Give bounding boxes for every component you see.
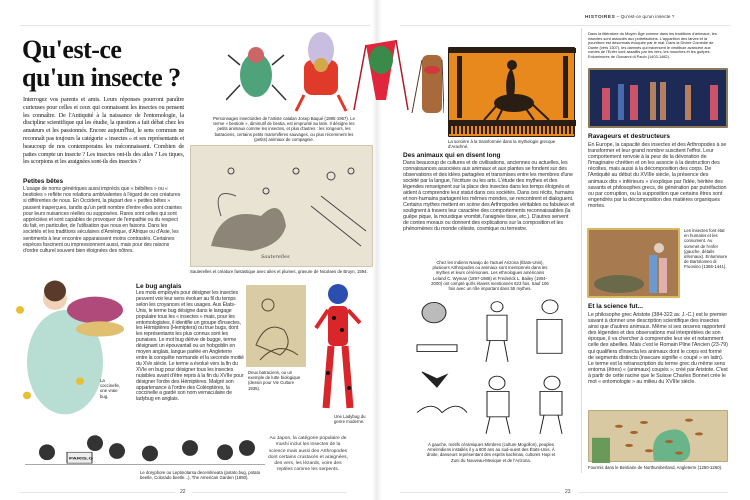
ravageurs-body: En Europe, la capacité des insectes et des Arthropodes à se transformer et leur grand nombre suscitent l'effroi. Leur comportement renvoie à la peur de la dévoration de l'imaginaire chrétien et on les associe à la destruction des récoltes, mais aussi à la décomposition des corps. De l'Antiquité au début du XVIIIe siècle, la présence des animaux dits « inférieurs » s'explique par l'idée, héritée des savants et philosophes grecs, de génération par putréfaction ou par corruption, ou la supposition que certains êtres sont engendrés par la décomposition des matières organiques mortes. [588, 142, 727, 209]
characters-caption: Personnages insectoïdes de l'artiste catalan Josep Baqué (1895-1967). Le terme « bestiole », diminutif de bestia, est emprunté au latin. Il désigne les petits animaux comme les insectes, et plus d'autres : les rongeurs, les batraciens, certains petits mammifères sauvages, ou plus récemment les (petits) animaux de compagnie. [213, 116, 355, 142]
header-title: Qu'est-ce qu'un insecte ? [620, 15, 675, 20]
kachina-caption: À gauche, motifs céramiques Mimbres (culture Mogollon), peuples Amérindiens installés il y a 800 ans au sud-ouest des États-Unis. À droite, danseurs représentant des esprits kachinas, cultures Hopi et Zuni du Nouveau-Mexique et de l'Arizona. [426, 442, 556, 463]
cartoon-sign: PARIS.G [69, 457, 94, 461]
intro-paragraph: Interrogez vos parents et amis. Leurs réponses pourront paraître curieuses pour celles et ceux qui connaissent les insectes ou pensent les connaître. De l'Antiquité à la naissance de l'entomologie, la discipline scientifique qui les étudie, la question a fait débat chez les amateurs et les passionnés. Encore aujourd'hui, le sens commun ne reconnaît pas toujours la catégorie « insectes » et ses représentants et beaucoup de nos contemporains les méconnaissent. Combien de pattes compte un insecte ? Les insectes ont-ils des ailes ? Les tiques, les scorpions et les araignées sont-ils des insectes ? [23, 96, 184, 166]
navajo-caption: Chez les Indiens Navajo de l'actuel Arizona (États-Unis), plusieurs Arthropodes ou animaux sont mentionnés dans les mythes et leurs cérémonies. Les ethnologues américains Leland C. Wyman (1897-1988) et Frederick L. Bailey (1904-2000) ont compté qu'ils étaient mentionnés 623 fois. Sauf 106 fois avec un rôle important dans 55 mythes. [431, 260, 549, 292]
petites-betes-heading: Petites bêtes [23, 178, 64, 185]
top-rule-right [400, 25, 730, 26]
ravageurs-heading: Ravageurs et destructeurs [588, 133, 671, 140]
frog-sketch-caption: Deux batraciens, ou un exemple de lutte biologique (dessin pour Vie Culture 1935). [248, 370, 301, 391]
bug-anglais-heading: Le bug anglais [136, 283, 182, 290]
dancing-beetles-cartoon [25, 428, 265, 468]
frog-sketch-image [246, 285, 306, 367]
mimbres-kachina-drawings [412, 294, 577, 438]
science-body: Le philosophe grec Aristote (384-322 av. J.-C.) est le premier savant à donner une description scientifique des insectes ainsi que d'autres animaux. Même si ses œuvres rapportent des légendes et des observations mal interprétées de son époque, il va chercher à comprendre leur vie et notamment celle des abeilles. Mais c'est le Romain Pline l'Ancien (23-79) qui qualifiera d'insecta les animaux dont le corps est formé de segments distincts (insecare signifie « coupé » en latin). Le terme est la retranscription du terme grec du même sens entoma (êtres) « (animaux) coupés », créé par Aristote. C'est à partir de cette racine que le Suisse Charles Bonnet crée le mot « entomologie » au milieu du XVIIIe siècle. [588, 312, 728, 386]
title-line-1: Qu'est-ce [22, 35, 122, 64]
fairy-caption: La coccinelle, une vraie bug. [100, 378, 121, 399]
bug-anglais-body: Les mots employés pour désigner les insectes peuvent voir leur sens évoluer au fil du temps selon les croyances et les usages. Aux États-Unis, le terme bug désigne dans le langage populaire tous les « insectes » mais, pour les entomologistes, il identifie un groupe d'insectes, les Hémiptères (Hemiptera) ou true bugs, dont les représentants les plus connus sont les punaises. Le mot bug dérive de bugge, terme désignant un épouvantail ou un hobgoblin en moyen anglais, langue parlée en Angleterre entre la conquête normande et la seconde moitié du XVe siècle. Le terme a évolué vers la fin du XVIe en bug pour désigner tous les insectes nuisibles avant d'être repris à la fin du XVIIe pour désigner l'ordre des Hémiptères. Malgré son appartenance à l'ordre des Coléoptères, la coccinelle a gardé son nom vernaculaire de ladybug en anglais. [136, 290, 244, 403]
inferno-caption: Les insectes font état en humains et les consument. Au sommet de l'enfer (gauche, détails infernaux). Enluminure de Bartolomeo di Fruosino (1366-1441). [684, 228, 728, 270]
fairy-ladybug-illustration [5, 272, 127, 422]
dante-illumination-image [588, 68, 728, 128]
ladybug-hero-caption: Une Ladybug du genre moderne. [334, 414, 366, 425]
engraving-image [190, 145, 373, 267]
beetles-caption: Le doryphore ou Leptinotarsa decemlineata (potato bug, potato beetle, Colorado beetle...), The American Garden (1880). [140, 470, 261, 481]
animaux-heading: Des animaux qui en disent long [403, 152, 501, 159]
dante-caption: Dans la littérature du Moyen Âge comme dans les traditions d'animaux, les insectes sont associés aux putréfactions. L'apparition des larves et la pourriture est désormais évoquée par le mal. Dans la Divine Comédie de Dante (vers 1307), les damnés qui traversent le vestibule avancent aux cordes de l'Enfer sont assaillis par les vers, les mouches et les guêpes. Enluminures de Giovanni di Paolo (1403-1482). [588, 31, 717, 59]
kachina-dancer-1 [486, 302, 508, 362]
page-number-right: 23 [565, 489, 571, 495]
science-heading: Et la science fut... [588, 303, 643, 310]
ants-bestiary-image [588, 410, 728, 462]
red-mask-figure [354, 40, 408, 110]
header-separator: – [616, 15, 620, 20]
bottom-rule-right-2 [578, 492, 728, 493]
vase-caption: La sorcière à la transformée dans la mythologie grecque d'Arachné. [448, 139, 556, 150]
ladybug-hero-illustration [308, 278, 366, 412]
japan-text: Au Japon, la catégorie populaire de mushi inclut les insectes de la science mais aussi des Arthropodes dont certains crustacés et araignées, des vers, les lézards, voire des reptiles comme les serpents. [268, 436, 348, 473]
column-divider [581, 28, 582, 473]
inferno-illumination-image [587, 228, 680, 298]
kachina-dancer-3 [486, 376, 510, 434]
bottom-rule-left-2 [192, 492, 347, 493]
header-section: HISTOIRES [585, 15, 616, 20]
running-header [585, 15, 674, 20]
kachina-dancer-2 [537, 300, 562, 353]
ants-caption: Fourmis dans le Bestiaire de Northumberland, Angleterre (1250-1260). [588, 465, 723, 470]
engraving-drawing [191, 146, 374, 268]
page-title [22, 36, 181, 92]
engraving-caption: Sauterelles et créature fantastique avec ailes et plumes, gravure de Nicolaes de Bruyn, 1594. [190, 269, 368, 274]
brown-totem-figure [412, 55, 444, 113]
beetle-green-figure [226, 47, 286, 100]
animaux-body: Dans beaucoup de cultures et de civilisations, anciennes ou actuelles, les connaissances associées aux animaux et aux plantes se fondent sur des observations et des idées partagées et transmises entre les membres d'une société par la langue, l'écriture ou les arts. L'étude des mythes et des légendes renseignent sur la place des insectes dans les temps éloignés et aident à comprendre leur statut dans ces sociétés. Dans ces récits, humains et non-humains partagent les mêmes mondes, se rencontrent et dialoguent. Certains mythes mettent en scène des Arthropodes véritables ou fabuleux et soulignent à travers leur caractère des comportements reconnaissables (la guêpe pique, la moustique vrombit, l'araignée tisse, etc.). D'autres servent de contes moraux ou donnent des explications sur la composition et les phénomènes du monde céleste, cosmique ou terrestre. [403, 160, 575, 232]
insectoid-characters-illustration [226, 15, 444, 113]
bottom-rule-left [20, 492, 175, 493]
greek-vase-arachne-image [448, 47, 575, 137]
petites-betes-body: L'usage de noms génériques aussi imprécis que « bébêtes » ou « bestioles » reflète nos relations ambivalentes à l'égard de ces créatures si différentes de nous. En Occident, la plupart des « petites bêtes » passent inaperçues, tandis qu'un petit nombre d'entre elles sont craintes pour leurs nuisances réelles ou supposées. Rares sont celles qui sont appréciées et sont capables de provoquer de l'empathie ou du respect du fait, en particulier, de l'utilisation que nous en faisons. Dans les sociétés et les traditions séculaires d'Amérique, d'Afrique ou d'Asie, les sentiments à leur encontre apparaissent moins contrastés. Certaines espèces fascinent ou impressionnent aussi, mais pour des raisons d'ordre culturel souvent bien éloignées des nôtres. [23, 186, 182, 255]
title-line-2: qu'un insecte ? [22, 63, 181, 92]
page-number-left: 22 [180, 489, 186, 495]
engraving-inscription: Sauterelles [261, 254, 290, 260]
kachina-dancer-4 [540, 376, 562, 434]
bottom-rule-right [400, 492, 560, 493]
red-creature-figure [296, 32, 346, 111]
